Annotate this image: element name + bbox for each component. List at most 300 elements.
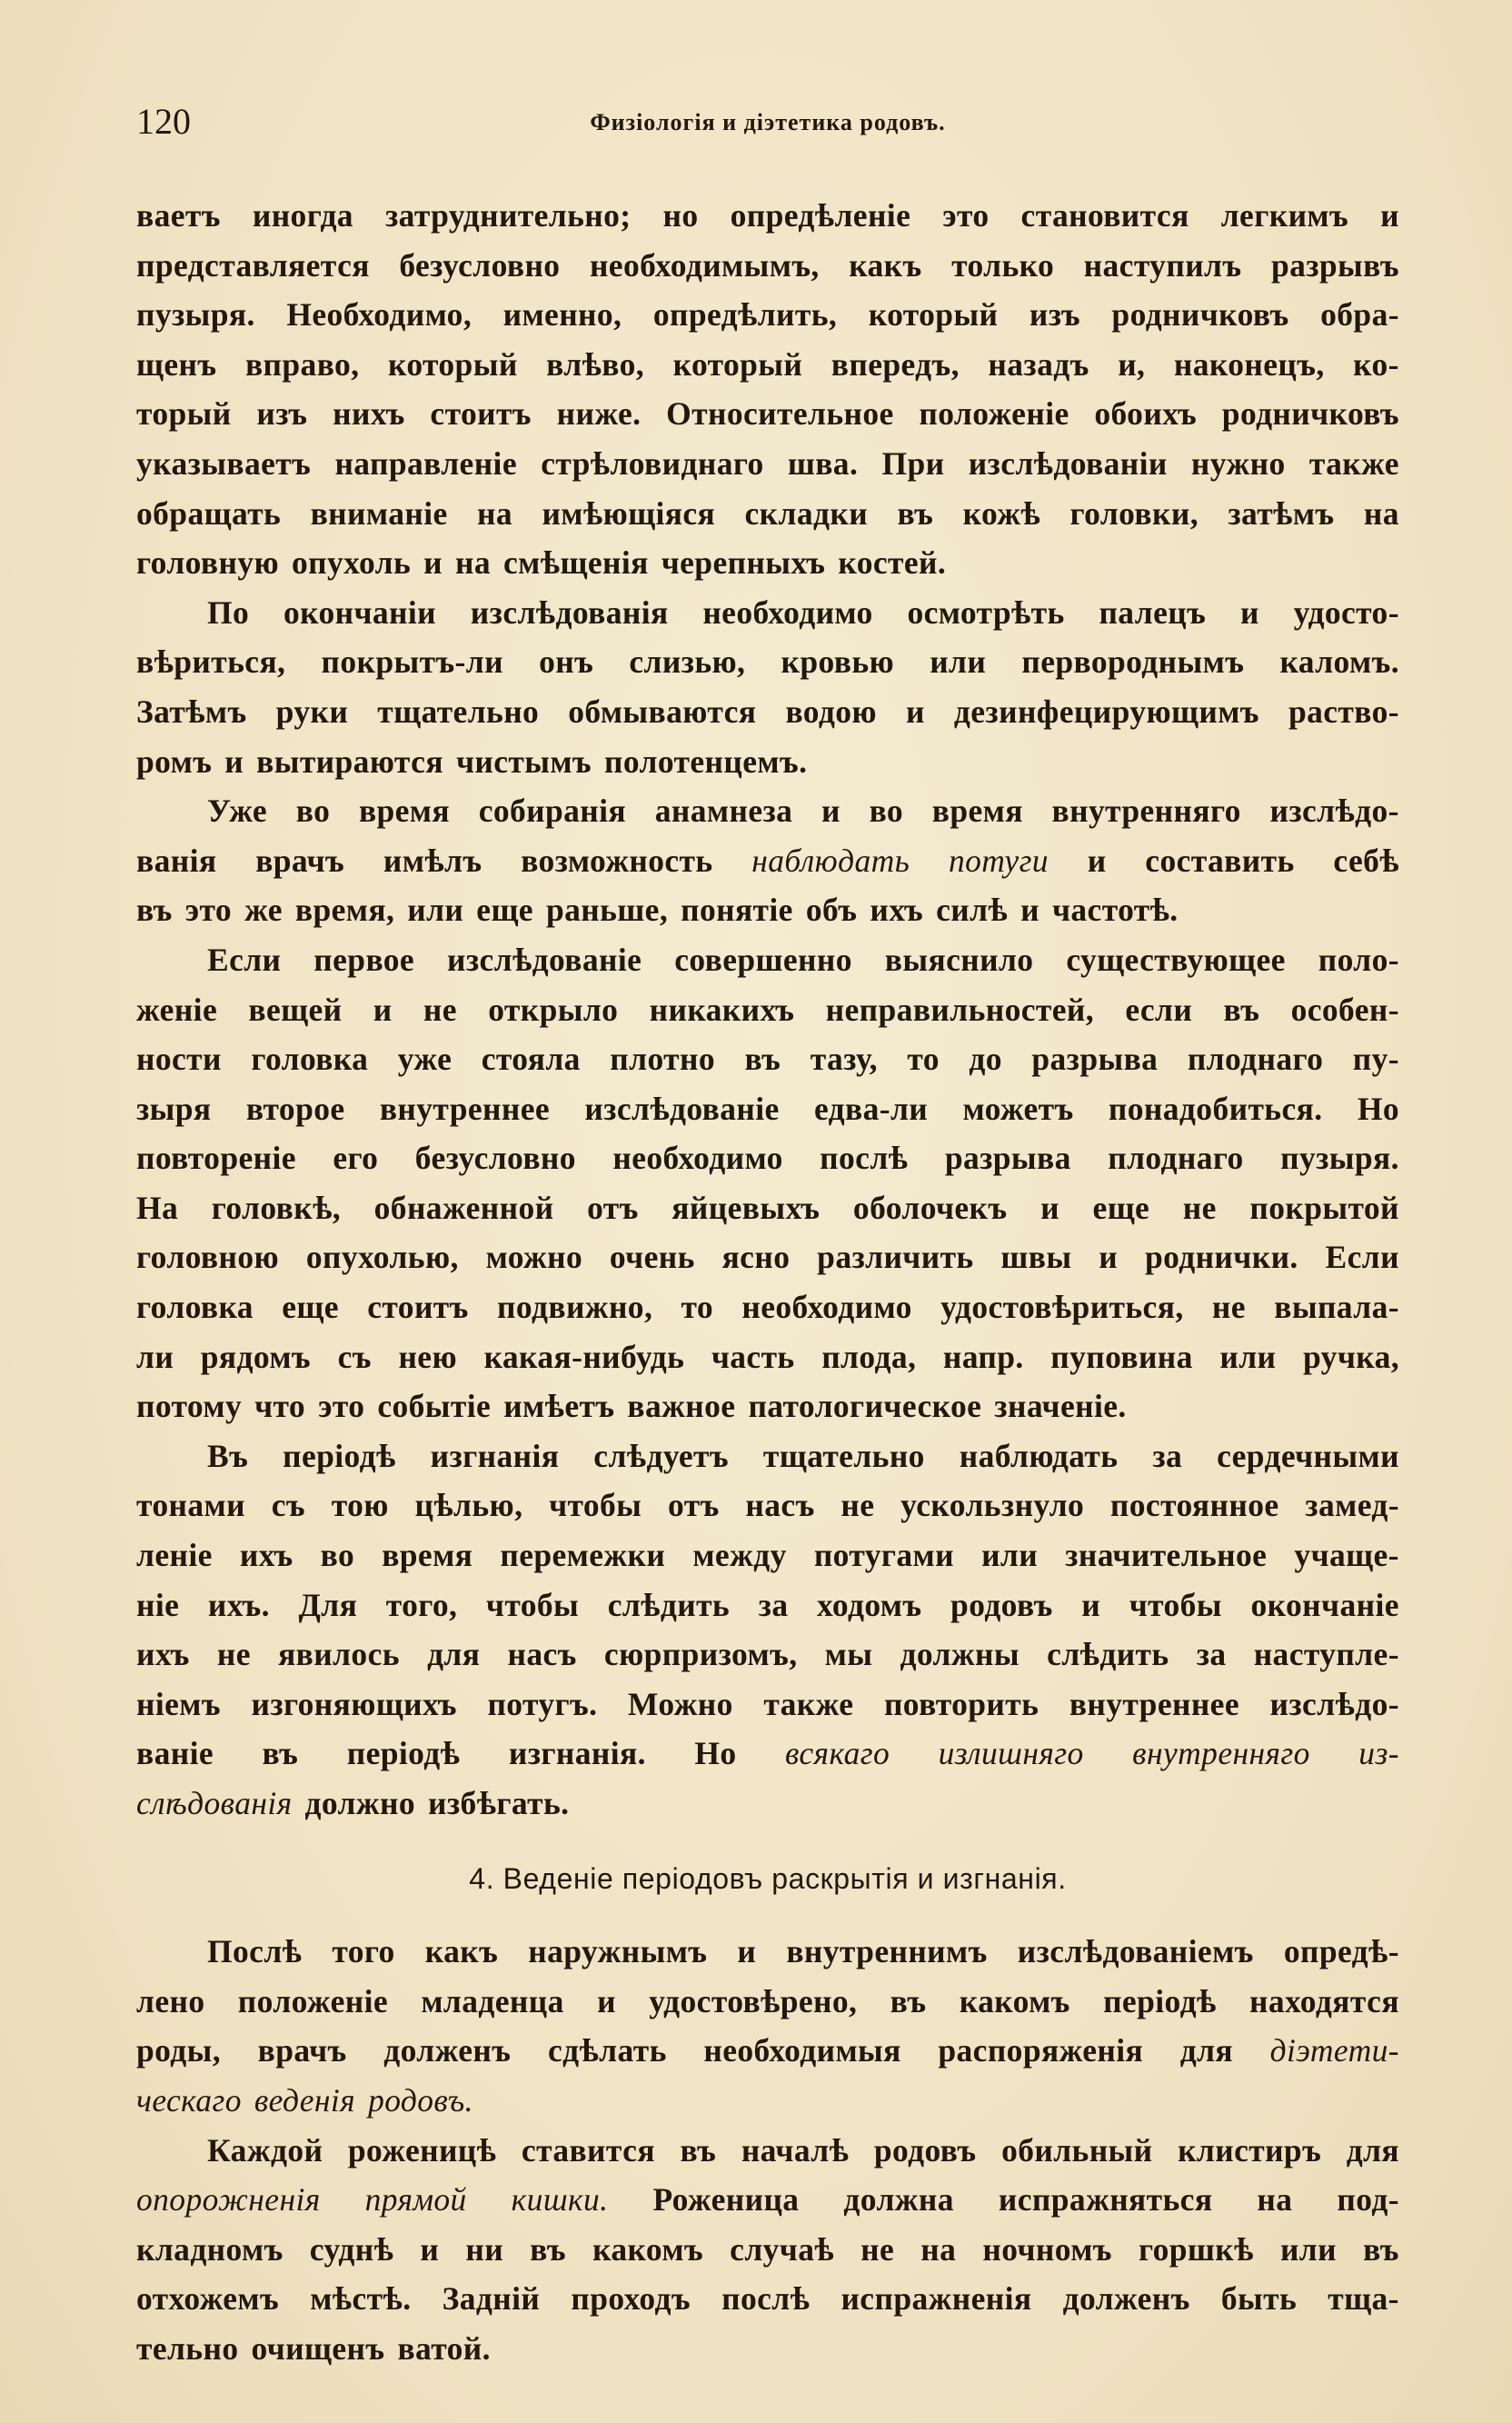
word: мы — [824, 1636, 873, 1673]
word: въ — [680, 2131, 717, 2169]
word: из- — [1358, 1735, 1399, 1772]
word: тонами — [136, 1487, 245, 1524]
word: Можно — [627, 1685, 733, 1722]
word: неправильностей, — [825, 991, 1095, 1028]
word: изгнанія. — [508, 1735, 646, 1772]
word: чистымъ — [455, 743, 592, 780]
text-line — [136, 241, 1399, 291]
word: разрыва — [1031, 1041, 1159, 1078]
word: кожѣ — [962, 494, 1041, 532]
page-number: 120 — [136, 101, 191, 142]
word: наблюдать — [751, 842, 910, 879]
text-block-after-heading — [136, 1927, 1399, 2373]
word: суднѣ — [309, 2230, 394, 2268]
word: слѣдить — [1047, 1636, 1169, 1673]
word: и — [1099, 1239, 1119, 1276]
word: прямой — [364, 2181, 467, 2219]
text-line — [136, 637, 1399, 687]
word: если — [1125, 991, 1193, 1028]
word: пузыря. — [1280, 1140, 1399, 1177]
text-line — [136, 1431, 1399, 1481]
word: мѣстѣ. — [310, 2280, 412, 2318]
word: головка — [136, 1289, 254, 1326]
word: головки, — [1069, 494, 1199, 532]
word: насъ — [507, 1636, 577, 1673]
word: собиранія — [478, 793, 627, 830]
word: шва. — [787, 444, 859, 482]
text-line — [136, 935, 1399, 985]
word: съ — [337, 1338, 372, 1375]
word: младенца — [421, 1982, 564, 2019]
word: ватой. — [397, 2329, 491, 2367]
word: время — [382, 1537, 473, 1574]
word: во — [295, 793, 331, 830]
section-heading: 4. Веденіе періодовъ раскрытія и изгнанія. — [469, 1861, 1067, 1895]
word: какомъ — [592, 2230, 704, 2268]
word: легкимъ — [1220, 197, 1349, 234]
word: діэтети- — [1269, 2032, 1399, 2069]
word: опухоль — [292, 544, 412, 582]
word: за — [758, 1586, 789, 1623]
word: родовъ — [873, 2131, 977, 2169]
word: ихъ — [136, 1636, 190, 1673]
word: ручка, — [1303, 1338, 1399, 1375]
word: и — [1081, 1586, 1101, 1623]
word: долженъ — [383, 2032, 512, 2069]
word: каломъ. — [1279, 643, 1399, 681]
word: различить — [817, 1239, 974, 1276]
word: именно, — [502, 296, 622, 334]
word: цѣлью, — [414, 1487, 523, 1524]
word: руки — [275, 693, 349, 730]
word: понадобиться. — [1108, 1090, 1323, 1127]
word: подвижно, — [497, 1289, 653, 1326]
word: Въ — [207, 1437, 249, 1474]
text-line — [136, 389, 1399, 439]
word: наконецъ, — [1173, 345, 1325, 383]
word: женіе — [136, 991, 218, 1028]
word: Но — [1357, 1090, 1399, 1127]
word: изъ — [1029, 296, 1080, 334]
word: необходимо — [702, 593, 873, 631]
word: ности — [136, 1041, 222, 1078]
word: не — [841, 1487, 875, 1524]
word: пу- — [1352, 1041, 1399, 1078]
word: торый — [136, 395, 232, 433]
word: дезинфецирующимъ — [953, 693, 1259, 730]
text-line — [136, 1977, 1399, 2027]
word: родничковъ — [1111, 296, 1289, 334]
word: должно — [304, 1785, 416, 1821]
word: на — [1257, 2181, 1293, 2219]
text-line — [136, 340, 1399, 390]
word: кишки. — [511, 2181, 609, 2219]
text-line — [136, 1133, 1399, 1183]
word: затѣмъ — [1228, 494, 1335, 532]
word: и — [423, 544, 443, 582]
word: отъ — [668, 1487, 720, 1524]
word: очищенъ — [251, 2329, 385, 2367]
word: внутреннее — [379, 1090, 551, 1127]
word: опорожненія — [136, 2181, 321, 2219]
word: горшкѣ — [1139, 2230, 1254, 2268]
word: Затѣмъ — [136, 693, 247, 730]
word: потугъ. — [487, 1685, 598, 1722]
word: иногда — [252, 197, 353, 234]
word: въ — [897, 494, 934, 532]
word: Уже — [207, 793, 268, 830]
word: въ — [530, 2230, 566, 2268]
word: первое — [313, 941, 415, 978]
word: замед- — [1305, 1487, 1399, 1524]
text-line — [136, 2175, 1399, 2225]
word: и — [420, 2230, 440, 2268]
word: обмываются — [568, 693, 757, 730]
word: Если — [1325, 1239, 1399, 1276]
word: веденія — [254, 2081, 356, 2119]
word: стрѣловиднаго — [541, 444, 764, 482]
word: патологическое — [748, 1388, 982, 1425]
word: безусловно — [399, 246, 561, 284]
word: значительное — [1065, 1537, 1268, 1574]
word: Но — [694, 1735, 737, 1772]
text-line — [136, 836, 1399, 886]
word: опухолью, — [305, 1239, 459, 1276]
text-line — [136, 2225, 1399, 2275]
word: между — [692, 1537, 787, 1574]
word: разрыва — [944, 1140, 1071, 1177]
word: необходимо — [741, 1289, 912, 1326]
word: постоянное — [1109, 1487, 1279, 1524]
word: имѣющіяся — [542, 494, 716, 532]
word: под- — [1337, 2181, 1399, 2219]
word: случаѣ — [730, 2230, 835, 2268]
word: обнаженной — [373, 1189, 554, 1226]
word: потугами — [813, 1537, 954, 1574]
word: стоитъ — [430, 395, 532, 433]
word: испражняться — [998, 2181, 1213, 2219]
word: сердечными — [1217, 1437, 1399, 1474]
word: въ — [1223, 991, 1260, 1028]
word: швы — [1000, 1239, 1072, 1276]
word: головною — [136, 1239, 280, 1276]
word: не — [1182, 1189, 1217, 1226]
word: должна — [843, 2181, 954, 2219]
word: головкѣ, — [211, 1189, 342, 1226]
word: до — [969, 1041, 1002, 1078]
word: слѣдить — [607, 1586, 731, 1623]
text-line — [136, 985, 1399, 1035]
word: не — [1211, 1289, 1246, 1326]
word: для — [1179, 2032, 1234, 2069]
word: обращать — [136, 494, 282, 532]
word: вещей — [248, 991, 343, 1028]
word: и — [224, 743, 244, 780]
word: кладномъ — [136, 2230, 284, 2268]
word: существующее — [1066, 941, 1286, 978]
word: это — [184, 892, 233, 929]
text-line — [136, 1927, 1399, 1977]
word: или — [1219, 1338, 1277, 1375]
word: впередъ, — [831, 345, 960, 383]
word: и — [1087, 842, 1107, 879]
word: костей. — [838, 544, 947, 582]
word: направленіе — [334, 444, 517, 482]
word: началѣ — [741, 2131, 850, 2169]
word: и — [821, 793, 841, 830]
word: послѣ — [721, 2280, 811, 2318]
page-header — [136, 91, 1399, 164]
word: ихъ. — [207, 1586, 270, 1623]
word: назадъ — [988, 345, 1089, 383]
word: ческаго — [136, 2081, 242, 2119]
word: который — [672, 345, 803, 383]
word: смѣщенія — [503, 544, 649, 582]
word: какомъ — [959, 1982, 1070, 2019]
text-block-before-heading — [136, 191, 1399, 1829]
word: періодѣ — [283, 1437, 396, 1474]
word: за — [1196, 1636, 1227, 1673]
word: только — [951, 246, 1055, 284]
word: понятіе — [681, 892, 793, 929]
word: ніемъ — [136, 1685, 221, 1722]
text-line — [136, 1680, 1399, 1730]
word: выпала- — [1274, 1289, 1399, 1326]
word: и — [597, 1982, 616, 2019]
word: роднички. — [1144, 1239, 1298, 1276]
word: раство- — [1288, 693, 1399, 730]
word: наружнымъ — [528, 1933, 708, 1970]
word: вытираются — [256, 743, 443, 780]
word: послѣ — [820, 1140, 909, 1177]
text-line — [136, 1580, 1399, 1630]
word: опредѣлить, — [652, 296, 838, 334]
word: составить — [1145, 842, 1295, 879]
word: быть — [1220, 2280, 1298, 2318]
word: ко- — [1353, 345, 1399, 383]
word: или — [407, 892, 464, 929]
word: событіе — [377, 1388, 492, 1425]
word: открыло — [488, 991, 619, 1028]
text-line — [136, 885, 1399, 935]
word: еще — [1092, 1189, 1150, 1226]
word: стоитъ — [367, 1289, 469, 1326]
word: проходъ — [571, 2280, 691, 2318]
word: выяснило — [884, 941, 1034, 978]
word: имѣлъ — [383, 842, 482, 879]
word: наблюдать — [959, 1437, 1119, 1474]
word: вправо, — [244, 345, 360, 383]
word: на — [920, 2230, 957, 2268]
word: распоряженія — [938, 2032, 1144, 2069]
word: щенъ — [136, 345, 217, 383]
word: ходомъ — [817, 1586, 922, 1623]
word: плотно — [610, 1041, 715, 1078]
word: силѣ — [936, 892, 1009, 929]
text-line — [136, 1332, 1399, 1382]
word: и — [1040, 1189, 1059, 1226]
word: который — [387, 345, 518, 383]
word: также — [1308, 444, 1399, 482]
word: время, — [294, 892, 395, 929]
word: леніе — [136, 1537, 213, 1574]
word: то — [907, 1041, 940, 1078]
word: изслѣдованія — [470, 593, 669, 631]
word: въ — [744, 1041, 781, 1078]
word: на — [1363, 494, 1399, 532]
word: яйцевыхъ — [671, 1189, 821, 1226]
word: тща- — [1328, 2280, 1399, 2318]
word: плоднаго — [1187, 1041, 1324, 1078]
word: явилось — [278, 1636, 400, 1673]
word: Если — [207, 941, 282, 978]
word: Задній — [442, 2280, 541, 2318]
word: родовъ. — [368, 2081, 473, 2119]
word: его — [333, 1140, 379, 1177]
word: который — [868, 296, 999, 334]
word: перемежки — [500, 1537, 666, 1574]
word: тщательно — [377, 693, 540, 730]
word: Послѣ — [207, 1933, 303, 1970]
word: часть — [711, 1338, 795, 1375]
text-line — [136, 737, 1399, 787]
word: какъ — [849, 246, 922, 284]
word: также — [763, 1685, 854, 1722]
text-line — [136, 1531, 1399, 1580]
word: же — [244, 892, 283, 929]
word: палецъ — [1099, 593, 1207, 631]
word: удосто- — [1293, 593, 1399, 631]
word: роженицѣ — [347, 2131, 497, 2169]
word: возможность — [521, 842, 713, 879]
word: въ — [262, 1735, 299, 1772]
text-line — [136, 1481, 1399, 1531]
word: важное — [627, 1388, 736, 1425]
word: слѣдуетъ — [593, 1437, 729, 1474]
word: какъ — [424, 1933, 499, 1970]
text-line — [136, 2026, 1399, 2076]
word: изслѣдованіе — [584, 1090, 780, 1127]
word: ни — [465, 2230, 504, 2268]
word: долженъ — [1062, 2280, 1190, 2318]
text-line — [136, 191, 1399, 241]
body-text — [136, 191, 1399, 2374]
word: напр. — [942, 1338, 1024, 1375]
word: ваніе — [136, 1735, 214, 1772]
word: это — [942, 197, 990, 234]
word: или — [1279, 2230, 1337, 2268]
word: чтобы — [549, 1487, 642, 1524]
word: пузыря. — [136, 296, 255, 334]
word: ванія — [136, 842, 217, 879]
text-line — [136, 1630, 1399, 1680]
word: находятся — [1249, 1982, 1399, 2019]
text-line — [136, 1729, 1399, 1779]
word: ниже. — [556, 395, 642, 433]
word: внутренняго — [1132, 1735, 1310, 1772]
word: Необходимо, — [286, 296, 472, 334]
word: и — [1239, 593, 1259, 631]
word: періодѣ — [346, 1735, 461, 1772]
word: должны — [900, 1636, 1020, 1673]
word: Роженица — [652, 2181, 800, 2219]
word: положеніе — [237, 1982, 389, 2019]
word: ихъ — [870, 892, 924, 929]
text-line — [136, 439, 1399, 489]
word: потому — [136, 1388, 243, 1425]
word: изъ — [256, 395, 308, 433]
word: повтореніе — [136, 1140, 296, 1177]
word: зыря — [136, 1090, 212, 1127]
word: насъ — [745, 1487, 815, 1524]
word: указываетъ — [136, 444, 312, 482]
word: того — [332, 1933, 395, 1970]
book-page — [136, 91, 1399, 2374]
word: По — [207, 593, 250, 631]
word: ставится — [521, 2131, 655, 2169]
word: но — [662, 197, 699, 234]
word: оболочекъ — [852, 1189, 1008, 1226]
word: врачъ — [257, 2032, 347, 2069]
word: и — [1020, 892, 1040, 929]
word: окончаніи — [283, 593, 437, 631]
word: изслѣдо- — [1269, 793, 1399, 830]
word: сюрпризомъ, — [603, 1636, 798, 1673]
word: При — [881, 444, 945, 482]
word: внутреннее — [1069, 1685, 1239, 1722]
word: изслѣдованіемъ — [1017, 1933, 1254, 1970]
word: рядомъ — [200, 1338, 312, 1375]
text-line — [136, 1034, 1399, 1084]
word: складки — [744, 494, 869, 532]
word: сдѣлать — [547, 2032, 667, 2069]
word: опредѣ- — [1283, 1933, 1399, 1970]
word: опредѣленіе — [730, 197, 911, 234]
text-line — [136, 1282, 1399, 1332]
word: ніе — [136, 1586, 180, 1623]
text-line — [136, 1183, 1399, 1233]
word: то — [681, 1289, 714, 1326]
word: ли — [136, 1338, 174, 1375]
word: испражненія — [841, 2280, 1032, 2318]
word: водою — [785, 693, 877, 730]
word: пуповина — [1050, 1338, 1193, 1375]
word: удостовѣриться, — [940, 1289, 1184, 1326]
text-line — [136, 489, 1399, 539]
word: и — [373, 991, 393, 1028]
word: обоихъ — [1094, 395, 1198, 433]
word: для — [427, 1636, 481, 1673]
word: ускользнуло — [900, 1487, 1085, 1524]
word: въ — [136, 892, 173, 929]
word: затруднительно; — [384, 197, 632, 234]
word: себѣ — [1333, 842, 1399, 879]
word: раньше, — [545, 892, 669, 929]
word: учаще- — [1294, 1537, 1399, 1574]
word: очень — [609, 1239, 695, 1276]
word: во — [869, 793, 904, 830]
word: кровью — [781, 643, 895, 681]
word: положеніе — [919, 395, 1069, 433]
word: ваетъ — [136, 197, 221, 234]
word: удостовѣрено, — [649, 1982, 858, 2019]
word: роды, — [136, 2032, 222, 2069]
word: отхожемъ — [136, 2280, 280, 2318]
word: особен- — [1290, 991, 1399, 1028]
text-line — [136, 588, 1399, 638]
word: во — [320, 1537, 355, 1574]
text-line — [136, 2126, 1399, 2176]
